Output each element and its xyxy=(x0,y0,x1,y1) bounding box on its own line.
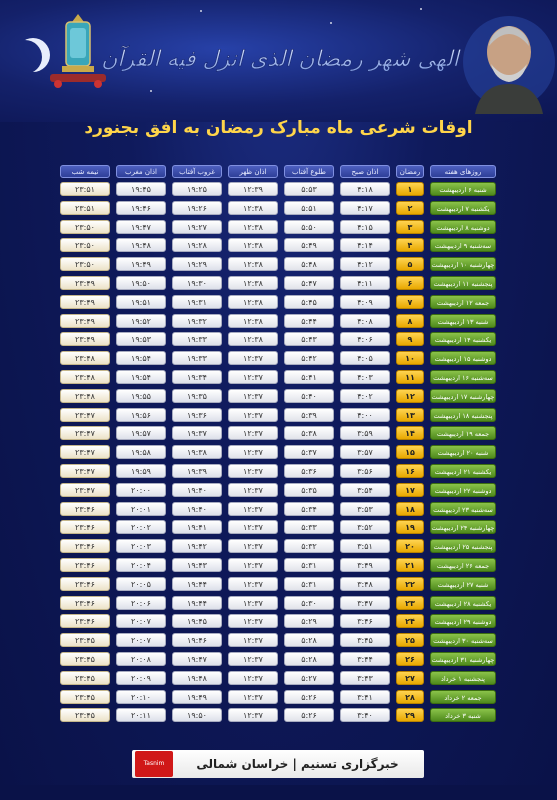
cell-day: یکشنبه ۲۸ اردیبهشت xyxy=(430,596,496,610)
cell-night: ۲۳:۵۱ xyxy=(60,182,110,196)
cell-ramadan: ۲۵ xyxy=(396,633,424,647)
cell-noon: ۱۲:۳۷ xyxy=(228,539,278,553)
cell-sunrise: ۵:۲۸ xyxy=(284,633,334,647)
cell-noon: ۱۲:۳۸ xyxy=(228,238,278,252)
cell-dawn: ۳:۴۸ xyxy=(340,577,390,591)
cell-sunset: ۱۹:۳۹ xyxy=(172,464,222,478)
cell-ramadan: ۲۲ xyxy=(396,577,424,591)
star-decoration xyxy=(420,8,422,10)
cell-ramadan: ۱۷ xyxy=(396,483,424,497)
cell-day: چهارشنبه ۱۷ اردیبهشت xyxy=(430,389,496,403)
cell-dawn: ۴:۰۳ xyxy=(340,370,390,384)
cell-day: جمعه ۱۹ اردیبهشت xyxy=(430,426,496,440)
cell-night: ۲۳:۴۵ xyxy=(60,671,110,685)
cell-ramadan: ۲۰ xyxy=(396,539,424,553)
column-header-night: نیمه شب xyxy=(60,165,110,178)
cell-day: یکشنبه ۱۴ اردیبهشت xyxy=(430,332,496,346)
cell-dawn: ۳:۴۶ xyxy=(340,614,390,628)
cell-day: دوشنبه ۱۵ اردیبهشت xyxy=(430,351,496,365)
cell-maghrib: ۲۰:۰۷ xyxy=(116,614,166,628)
cell-night: ۲۳:۴۶ xyxy=(60,502,110,516)
cell-dawn: ۳:۵۹ xyxy=(340,426,390,440)
cell-night: ۲۳:۵۰ xyxy=(60,238,110,252)
cell-day: دوشنبه ۲۲ اردیبهشت xyxy=(430,483,496,497)
cell-maghrib: ۱۹:۵۴ xyxy=(116,351,166,365)
cell-noon: ۱۲:۳۷ xyxy=(228,577,278,591)
prayer-times-table xyxy=(58,165,498,725)
cell-noon: ۱۲:۳۷ xyxy=(228,464,278,478)
cell-sunrise: ۵:۴۹ xyxy=(284,238,334,252)
portrait-image xyxy=(437,14,547,114)
cell-sunset: ۱۹:۳۵ xyxy=(172,389,222,403)
cell-night: ۲۳:۴۸ xyxy=(60,389,110,403)
cell-sunrise: ۵:۳۲ xyxy=(284,539,334,553)
cell-day: شنبه ۶ اردیبهشت xyxy=(430,182,496,196)
cell-sunset: ۱۹:۴۰ xyxy=(172,502,222,516)
cell-sunset: ۱۹:۴۳ xyxy=(172,558,222,572)
cell-noon: ۱۲:۳۷ xyxy=(228,690,278,704)
cell-night: ۲۳:۴۷ xyxy=(60,483,110,497)
cell-day: دوشنبه ۸ اردیبهشت xyxy=(430,220,496,234)
cell-maghrib: ۲۰:۰۵ xyxy=(116,577,166,591)
cell-sunset: ۱۹:۲۹ xyxy=(172,257,222,271)
cell-ramadan: ۱۸ xyxy=(396,502,424,516)
cell-noon: ۱۲:۳۷ xyxy=(228,408,278,422)
cell-dawn: ۴:۱۵ xyxy=(340,220,390,234)
footer xyxy=(0,742,557,782)
cell-noon: ۱۲:۳۷ xyxy=(228,633,278,647)
cell-noon: ۱۲:۳۷ xyxy=(228,351,278,365)
cell-sunrise: ۵:۳۳ xyxy=(284,520,334,534)
cell-sunset: ۱۹:۴۲ xyxy=(172,539,222,553)
cell-maghrib: ۱۹:۵۳ xyxy=(116,332,166,346)
cell-night: ۲۳:۴۹ xyxy=(60,314,110,328)
cell-noon: ۱۲:۳۹ xyxy=(228,182,278,196)
cell-ramadan: ۸ xyxy=(396,314,424,328)
cell-sunrise: ۵:۴۳ xyxy=(284,332,334,346)
cell-sunset: ۱۹:۲۷ xyxy=(172,220,222,234)
cell-ramadan: ۱۶ xyxy=(396,464,424,478)
cell-sunrise: ۵:۴۸ xyxy=(284,257,334,271)
cell-night: ۲۳:۴۸ xyxy=(60,351,110,365)
cell-noon: ۱۲:۳۷ xyxy=(228,426,278,440)
cell-night: ۲۳:۴۶ xyxy=(60,520,110,534)
cell-sunrise: ۵:۲۶ xyxy=(284,690,334,704)
cell-maghrib: ۲۰:۰۱ xyxy=(116,502,166,516)
star-decoration xyxy=(150,90,152,92)
cell-sunset: ۱۹:۲۵ xyxy=(172,182,222,196)
agency-name: خبرگزاری تسنیم | خراسان شمالی xyxy=(196,757,399,771)
column-header-noon: اذان ظهر xyxy=(228,165,278,178)
cell-ramadan: ۹ xyxy=(396,332,424,346)
cell-noon: ۱۲:۳۸ xyxy=(228,276,278,290)
cell-noon: ۱۲:۳۷ xyxy=(228,708,278,722)
cell-sunset: ۱۹:۴۸ xyxy=(172,671,222,685)
cell-sunset: ۱۹:۴۰ xyxy=(172,483,222,497)
cell-sunrise: ۵:۳۵ xyxy=(284,483,334,497)
cell-sunset: ۱۹:۳۴ xyxy=(172,370,222,384)
cell-day: شنبه ۲۷ اردیبهشت xyxy=(430,577,496,591)
cell-maghrib: ۱۹:۵۴ xyxy=(116,370,166,384)
cell-maghrib: ۲۰:۰۴ xyxy=(116,558,166,572)
cell-day: دوشنبه ۲۹ اردیبهشت xyxy=(430,614,496,628)
cell-night: ۲۳:۴۵ xyxy=(60,690,110,704)
cell-day: یکشنبه ۲۱ اردیبهشت xyxy=(430,464,496,478)
cell-maghrib: ۲۰:۰۰ xyxy=(116,483,166,497)
cell-night: ۲۳:۴۷ xyxy=(60,464,110,478)
cell-dawn: ۴:۰۶ xyxy=(340,332,390,346)
cell-maghrib: ۲۰:۰۹ xyxy=(116,671,166,685)
cell-dawn: ۳:۵۷ xyxy=(340,445,390,459)
cell-sunset: ۱۹:۴۵ xyxy=(172,614,222,628)
cell-ramadan: ۲۹ xyxy=(396,708,424,722)
cell-maghrib: ۱۹:۵۸ xyxy=(116,445,166,459)
cell-sunrise: ۵:۴۰ xyxy=(284,389,334,403)
cell-night: ۲۳:۵۰ xyxy=(60,257,110,271)
cell-day: سه‌شنبه ۳۰ اردیبهشت xyxy=(430,633,496,647)
cell-ramadan: ۴ xyxy=(396,238,424,252)
cell-noon: ۱۲:۳۷ xyxy=(228,596,278,610)
cell-maghrib: ۱۹:۵۵ xyxy=(116,389,166,403)
cell-night: ۲۳:۴۶ xyxy=(60,558,110,572)
cell-dawn: ۴:۱۲ xyxy=(340,257,390,271)
cell-sunset: ۱۹:۴۴ xyxy=(172,577,222,591)
cell-day: یکشنبه ۷ اردیبهشت xyxy=(430,201,496,215)
cell-day: شنبه ۲۰ اردیبهشت xyxy=(430,445,496,459)
cell-day: چهارشنبه ۲۴ اردیبهشت xyxy=(430,520,496,534)
cell-dawn: ۳:۵۶ xyxy=(340,464,390,478)
cell-ramadan: ۲ xyxy=(396,201,424,215)
cell-dawn: ۳:۴۷ xyxy=(340,596,390,610)
crescent-moon-icon xyxy=(8,40,42,74)
cell-dawn: ۳:۵۳ xyxy=(340,502,390,516)
cell-night: ۲۳:۴۶ xyxy=(60,539,110,553)
column-header-sunset: غروب آفتاب xyxy=(172,165,222,178)
cell-day: شنبه ۱۳ اردیبهشت xyxy=(430,314,496,328)
cell-day: پنجشنبه ۱ خرداد xyxy=(430,671,496,685)
cell-night: ۲۳:۴۶ xyxy=(60,596,110,610)
cell-night: ۲۳:۴۷ xyxy=(60,426,110,440)
cell-night: ۲۳:۴۷ xyxy=(60,445,110,459)
cell-maghrib: ۱۹:۵۹ xyxy=(116,464,166,478)
cell-sunset: ۱۹:۳۰ xyxy=(172,276,222,290)
cell-maghrib: ۱۹:۵۷ xyxy=(116,426,166,440)
cell-dawn: ۳:۴۱ xyxy=(340,690,390,704)
cell-maghrib: ۲۰:۰۲ xyxy=(116,520,166,534)
cell-maghrib: ۲۰:۰۳ xyxy=(116,539,166,553)
cell-noon: ۱۲:۳۸ xyxy=(228,220,278,234)
cell-maghrib: ۱۹:۵۲ xyxy=(116,314,166,328)
cell-sunrise: ۵:۲۶ xyxy=(284,708,334,722)
cell-noon: ۱۲:۳۷ xyxy=(228,389,278,403)
cell-ramadan: ۲۶ xyxy=(396,652,424,666)
cell-sunrise: ۵:۳۶ xyxy=(284,464,334,478)
cell-dawn: ۴:۰۸ xyxy=(340,314,390,328)
cell-night: ۲۳:۴۸ xyxy=(60,370,110,384)
cell-maghrib: ۲۰:۰۷ xyxy=(116,633,166,647)
cell-maghrib: ۲۰:۰۶ xyxy=(116,596,166,610)
cell-night: ۲۳:۴۵ xyxy=(60,652,110,666)
cell-dawn: ۴:۰۲ xyxy=(340,389,390,403)
cell-ramadan: ۱۰ xyxy=(396,351,424,365)
cell-sunset: ۱۹:۴۹ xyxy=(172,690,222,704)
bottom-strip xyxy=(0,785,557,800)
cell-night: ۲۳:۵۰ xyxy=(60,220,110,234)
cell-dawn: ۳:۴۴ xyxy=(340,652,390,666)
cell-sunrise: ۵:۴۴ xyxy=(284,314,334,328)
cell-sunset: ۱۹:۳۳ xyxy=(172,332,222,346)
cell-sunset: ۱۹:۳۶ xyxy=(172,408,222,422)
page-subtitle: اوقات شرعی ماه مبارک رمضان به افق بجنورد xyxy=(84,118,473,138)
cell-noon: ۱۲:۳۷ xyxy=(228,483,278,497)
cell-dawn: ۳:۴۵ xyxy=(340,633,390,647)
cell-day: سه‌شنبه ۱۶ اردیبهشت xyxy=(430,370,496,384)
cell-maghrib: ۱۹:۴۵ xyxy=(116,182,166,196)
cell-sunrise: ۵:۵۰ xyxy=(284,220,334,234)
cell-dawn: ۴:۱۴ xyxy=(340,238,390,252)
cell-sunrise: ۵:۵۱ xyxy=(284,201,334,215)
cell-ramadan: ۶ xyxy=(396,276,424,290)
cell-ramadan: ۱۲ xyxy=(396,389,424,403)
cell-ramadan: ۱۱ xyxy=(396,370,424,384)
cell-ramadan: ۲۸ xyxy=(396,690,424,704)
cell-dawn: ۳:۴۳ xyxy=(340,671,390,685)
cell-maghrib: ۱۹:۴۹ xyxy=(116,257,166,271)
cell-sunrise: ۵:۲۷ xyxy=(284,671,334,685)
cell-day: شنبه ۳ خرداد xyxy=(430,708,496,722)
cell-ramadan: ۲۷ xyxy=(396,671,424,685)
cell-noon: ۱۲:۳۷ xyxy=(228,370,278,384)
cell-dawn: ۴:۱۷ xyxy=(340,201,390,215)
cell-dawn: ۴:۰۵ xyxy=(340,351,390,365)
cell-noon: ۱۲:۳۷ xyxy=(228,671,278,685)
cell-noon: ۱۲:۳۷ xyxy=(228,445,278,459)
cell-sunrise: ۵:۳۱ xyxy=(284,577,334,591)
cell-sunset: ۱۹:۳۷ xyxy=(172,426,222,440)
cell-ramadan: ۲۱ xyxy=(396,558,424,572)
cell-sunset: ۱۹:۳۸ xyxy=(172,445,222,459)
cell-sunrise: ۵:۵۳ xyxy=(284,182,334,196)
cell-sunset: ۱۹:۴۷ xyxy=(172,652,222,666)
cell-sunrise: ۵:۲۸ xyxy=(284,652,334,666)
cell-sunrise: ۵:۴۷ xyxy=(284,276,334,290)
cell-day: چهارشنبه ۳۱ اردیبهشت xyxy=(430,652,496,666)
cell-noon: ۱۲:۳۸ xyxy=(228,332,278,346)
cell-ramadan: ۱۴ xyxy=(396,426,424,440)
cell-ramadan: ۱ xyxy=(396,182,424,196)
cell-sunrise: ۵:۳۷ xyxy=(284,445,334,459)
cell-maghrib: ۱۹:۴۷ xyxy=(116,220,166,234)
cell-dawn: ۴:۱۸ xyxy=(340,182,390,196)
cell-ramadan: ۲۴ xyxy=(396,614,424,628)
cell-ramadan: ۷ xyxy=(396,295,424,309)
cell-sunrise: ۵:۳۰ xyxy=(284,596,334,610)
cell-noon: ۱۲:۳۷ xyxy=(228,614,278,628)
cell-day: پنجشنبه ۱۱ اردیبهشت xyxy=(430,276,496,290)
cell-noon: ۱۲:۳۸ xyxy=(228,314,278,328)
cell-night: ۲۳:۴۵ xyxy=(60,633,110,647)
cell-maghrib: ۲۰:۰۸ xyxy=(116,652,166,666)
column-header-day: روزهای هفته xyxy=(430,165,496,178)
cell-sunrise: ۵:۲۹ xyxy=(284,614,334,628)
cell-dawn: ۴:۰۰ xyxy=(340,408,390,422)
star-decoration xyxy=(200,10,202,12)
cell-ramadan: ۵ xyxy=(396,257,424,271)
cell-night: ۲۳:۴۶ xyxy=(60,577,110,591)
cell-maghrib: ۲۰:۱۱ xyxy=(116,708,166,722)
cell-sunset: ۱۹:۳۱ xyxy=(172,295,222,309)
cell-night: ۲۳:۴۷ xyxy=(60,408,110,422)
cell-noon: ۱۲:۳۷ xyxy=(228,520,278,534)
cell-sunrise: ۵:۳۸ xyxy=(284,426,334,440)
header-banner xyxy=(0,0,557,122)
cell-maghrib: ۱۹:۵۱ xyxy=(116,295,166,309)
cell-day: پنجشنبه ۲۵ اردیبهشت xyxy=(430,539,496,553)
cell-ramadan: ۳ xyxy=(396,220,424,234)
cell-sunrise: ۵:۴۱ xyxy=(284,370,334,384)
cell-sunset: ۱۹:۳۳ xyxy=(172,351,222,365)
cell-day: سه‌شنبه ۹ اردیبهشت xyxy=(430,238,496,252)
cell-noon: ۱۲:۳۷ xyxy=(228,558,278,572)
cell-maghrib: ۱۹:۵۶ xyxy=(116,408,166,422)
cell-sunset: ۱۹:۴۶ xyxy=(172,633,222,647)
svg-text:الهی شهر رمضان الذی انزل فیه ا: الهی شهر رمضان الذی انزل فیه القرآن xyxy=(101,47,459,72)
column-header-ramadan: رمضان xyxy=(396,165,424,178)
cell-day: پنجشنبه ۱۸ اردیبهشت xyxy=(430,408,496,422)
cell-sunset: ۱۹:۴۴ xyxy=(172,596,222,610)
column-header-maghrib: اذان مغرب xyxy=(116,165,166,178)
cell-sunset: ۱۹:۲۶ xyxy=(172,201,222,215)
agency-logo: Tasnim xyxy=(135,751,173,777)
cell-ramadan: ۱۳ xyxy=(396,408,424,422)
cell-night: ۲۳:۴۶ xyxy=(60,614,110,628)
calligraphy-title xyxy=(101,16,459,96)
cell-sunrise: ۵:۳۹ xyxy=(284,408,334,422)
cell-sunset: ۱۹:۳۲ xyxy=(172,314,222,328)
cell-sunrise: ۵:۳۴ xyxy=(284,502,334,516)
cell-dawn: ۴:۰۹ xyxy=(340,295,390,309)
cell-noon: ۱۲:۳۷ xyxy=(228,502,278,516)
cell-day: جمعه ۲۶ اردیبهشت xyxy=(430,558,496,572)
cell-day: جمعه ۲ خرداد xyxy=(430,690,496,704)
cell-sunrise: ۵:۴۲ xyxy=(284,351,334,365)
cell-ramadan: ۱۹ xyxy=(396,520,424,534)
cell-day: چهارشنبه ۱۰ اردیبهشت xyxy=(430,257,496,271)
cell-night: ۲۳:۴۹ xyxy=(60,332,110,346)
cell-sunrise: ۵:۳۱ xyxy=(284,558,334,572)
lantern-icon xyxy=(48,10,108,90)
cell-sunset: ۱۹:۴۱ xyxy=(172,520,222,534)
cell-maghrib: ۱۹:۴۸ xyxy=(116,238,166,252)
cell-dawn: ۳:۵۴ xyxy=(340,483,390,497)
cell-ramadan: ۲۳ xyxy=(396,596,424,610)
cell-night: ۲۳:۴۹ xyxy=(60,276,110,290)
cell-night: ۲۳:۴۵ xyxy=(60,708,110,722)
cell-dawn: ۴:۱۱ xyxy=(340,276,390,290)
cell-maghrib: ۲۰:۱۰ xyxy=(116,690,166,704)
cell-sunset: ۱۹:۵۰ xyxy=(172,708,222,722)
column-header-sunrise: طلوع آفتاب xyxy=(284,165,334,178)
cell-night: ۲۳:۵۱ xyxy=(60,201,110,215)
cell-maghrib: ۱۹:۴۶ xyxy=(116,201,166,215)
cell-noon: ۱۲:۳۷ xyxy=(228,652,278,666)
cell-day: سه‌شنبه ۲۳ اردیبهشت xyxy=(430,502,496,516)
cell-maghrib: ۱۹:۵۰ xyxy=(116,276,166,290)
cell-noon: ۱۲:۳۸ xyxy=(228,295,278,309)
cell-dawn: ۳:۴۰ xyxy=(340,708,390,722)
cell-ramadan: ۱۵ xyxy=(396,445,424,459)
star-decoration xyxy=(330,22,332,24)
cell-dawn: ۳:۵۱ xyxy=(340,539,390,553)
cell-noon: ۱۲:۳۸ xyxy=(228,201,278,215)
cell-sunset: ۱۹:۲۸ xyxy=(172,238,222,252)
column-header-dawn: اذان صبح xyxy=(340,165,390,178)
cell-night: ۲۳:۴۹ xyxy=(60,295,110,309)
cell-day: جمعه ۱۲ اردیبهشت xyxy=(430,295,496,309)
cell-noon: ۱۲:۳۸ xyxy=(228,257,278,271)
cell-sunrise: ۵:۴۵ xyxy=(284,295,334,309)
cell-dawn: ۳:۵۲ xyxy=(340,520,390,534)
cell-dawn: ۳:۴۹ xyxy=(340,558,390,572)
